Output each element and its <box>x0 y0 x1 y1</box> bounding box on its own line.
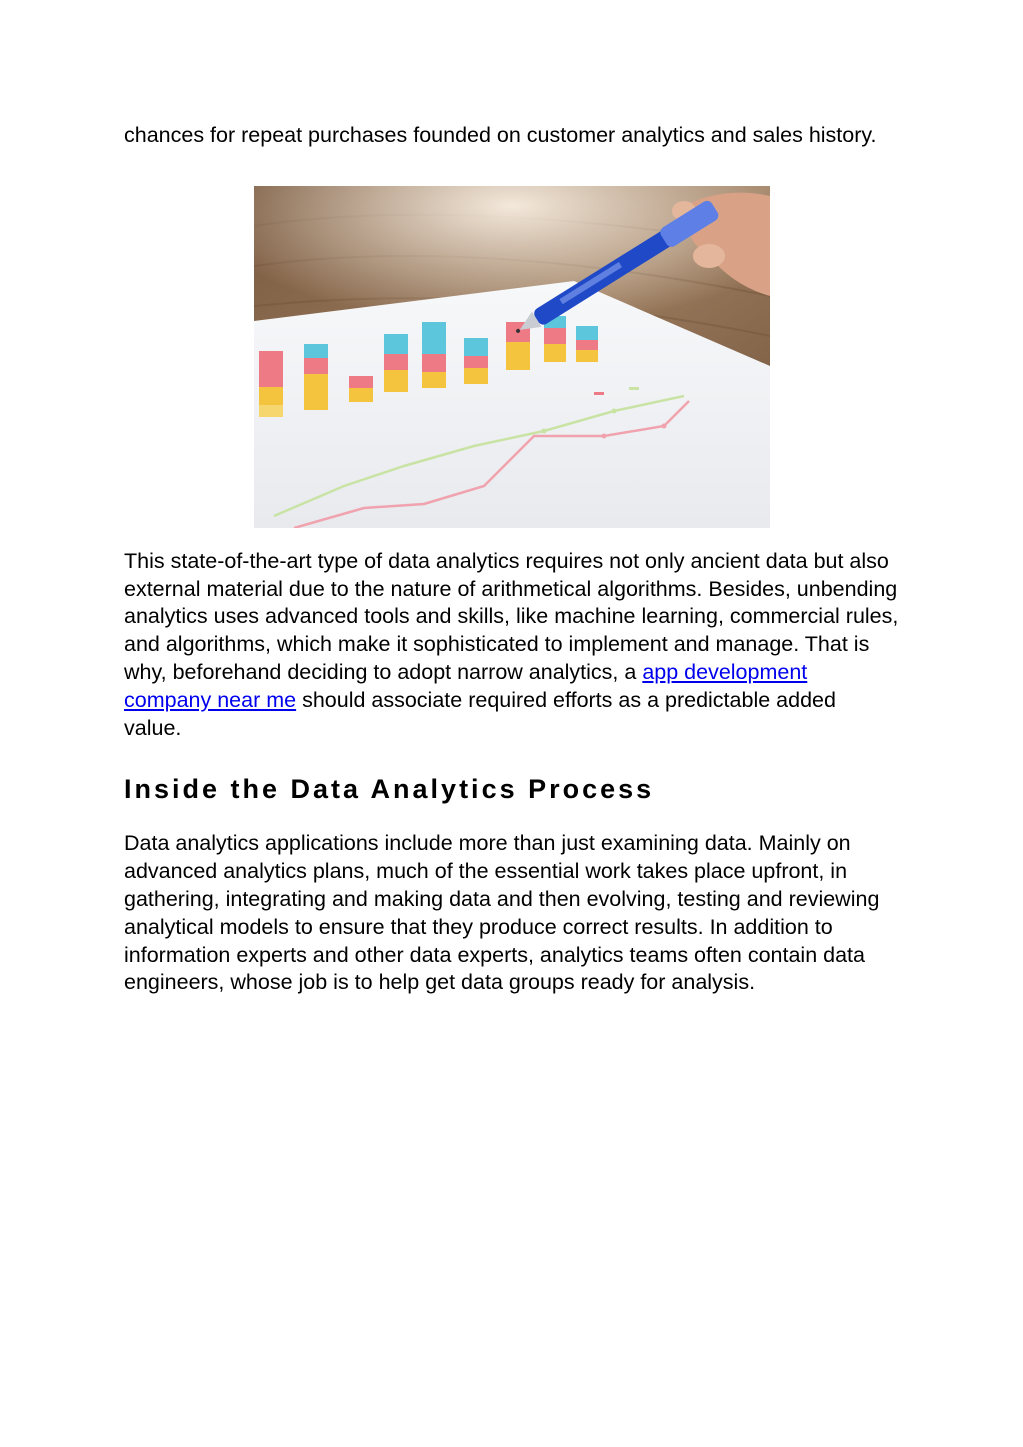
analytics-photo <box>254 186 770 528</box>
analytics-text-after-link: should associate required efforts as a predictable added value. <box>124 687 836 740</box>
app-development-link[interactable]: app development company near me <box>124 659 808 712</box>
intro-paragraph: chances for repeat purchases founded on customer analytics and sales history. <box>124 123 877 147</box>
analytics-text-before-link: This state-of-the-art type of data analytics requires not only ancient data but also external material due to the nature of arithmetical algorithms. Besides, unbending analytics uses advanced tools and skills, like machine learning, commercial rules, and algorithms, which make it sophisticated to implement and manage. That is why, beforehand deciding to adopt narrow analytics, a <box>124 548 899 684</box>
process-paragraph: Data analytics applications include more than just examining data. Mainly on advanced analytics plans, much of the essential work takes place upfront, in gathering, integrating and making data and then evolving, testing and reviewing analytical models to ensure that they produce correct results. In addition to information experts and other data experts, analytics teams often contain data engineers, whose job is to help get data groups ready for analysis. <box>124 831 880 995</box>
document-page <box>124 122 899 997</box>
analytics-paragraph <box>124 548 899 743</box>
section-heading: Inside the Data Analytics Process <box>124 774 655 805</box>
